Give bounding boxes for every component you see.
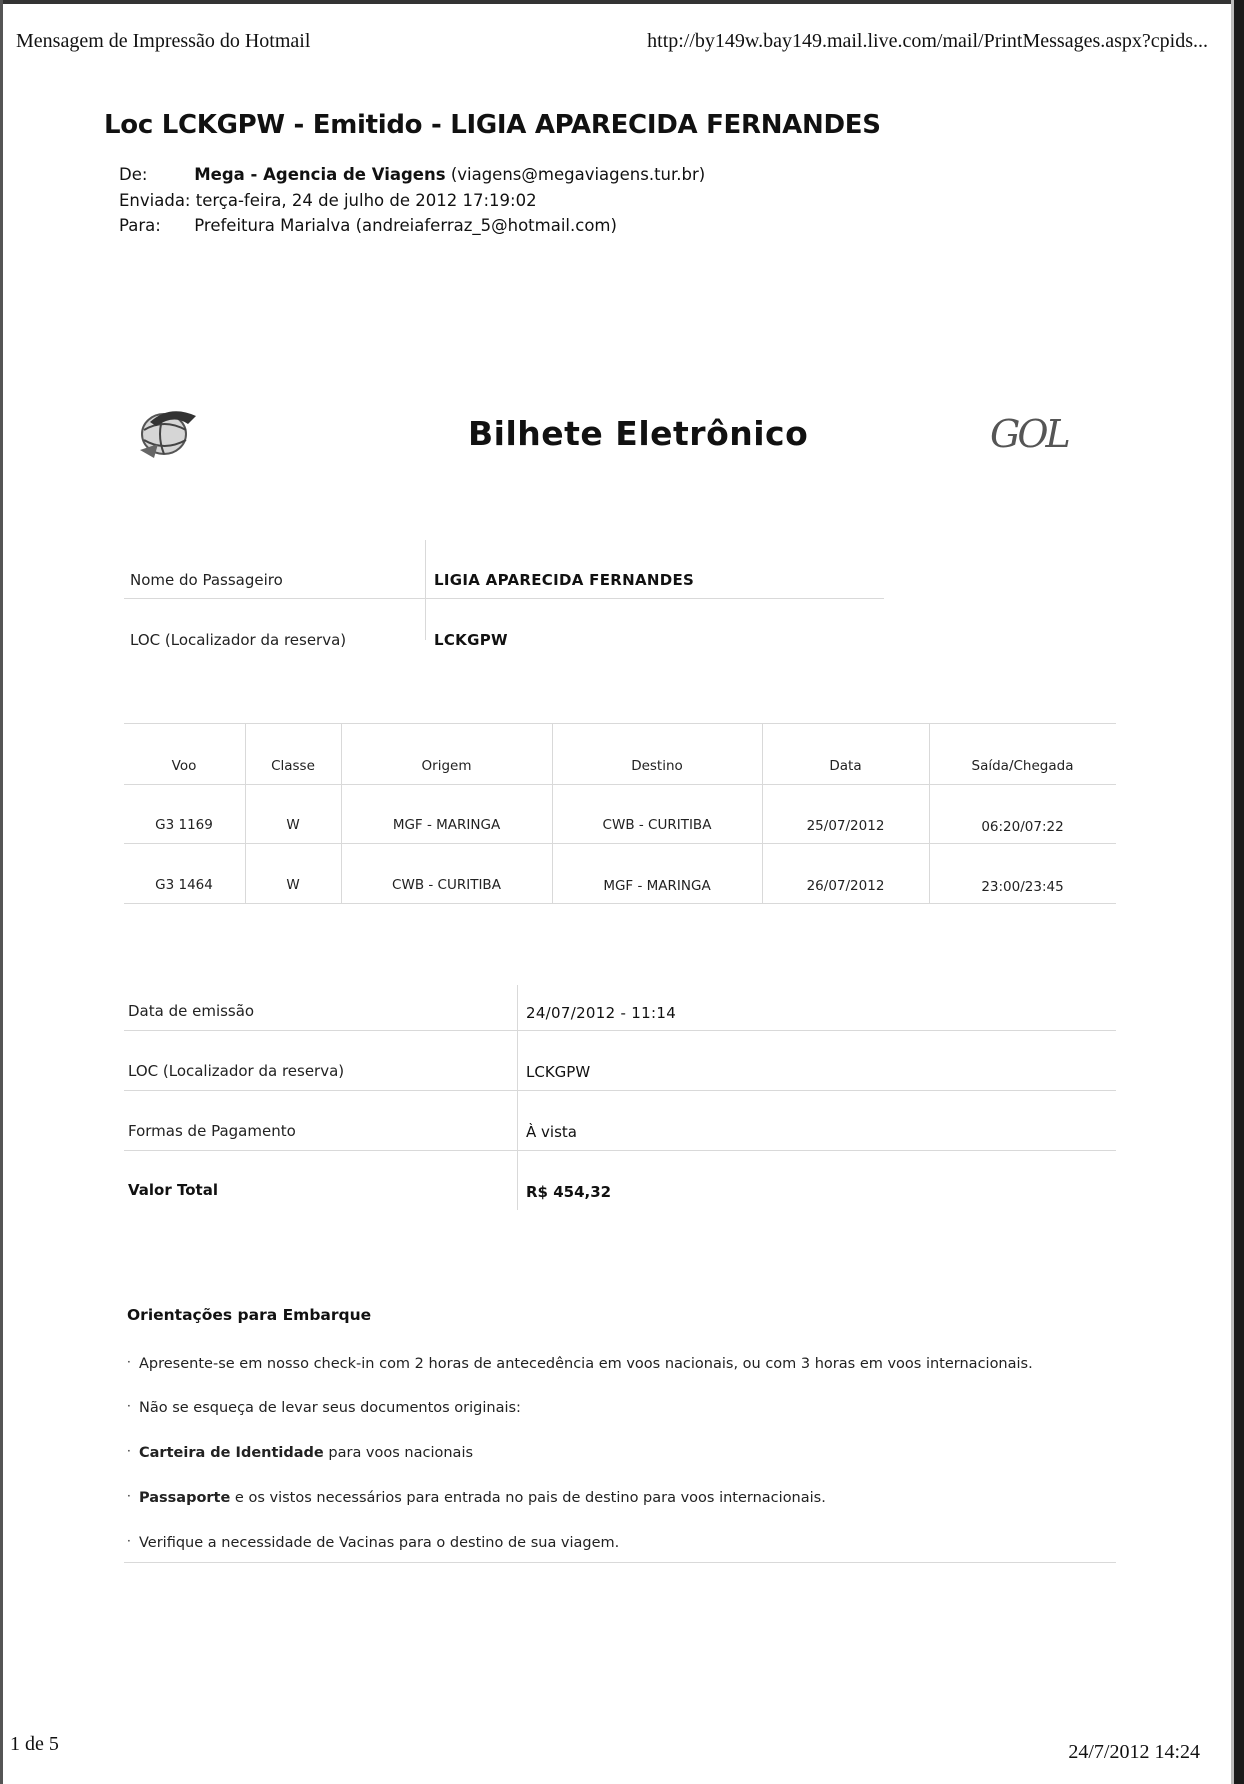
payment-row-line [124,1030,1116,1031]
print-footer-datetime: 24/7/2012 14:24 [1068,1741,1200,1763]
boarding-item-text: Não se esqueça de levar seus documentos originais: [139,1400,521,1416]
gol-airline-logo: GOL [990,412,1068,456]
boarding-item-text: Verifique a necessidade de Vacinas para o destino de sua viagem. [139,1535,620,1551]
payment-forms-value: À vista [526,1123,577,1141]
boarding-item-text: Apresente-se em nosso check-in com 2 horas de antecedência em voos nacionais, ou com 3 horas em voos internacionais. [139,1356,1033,1372]
flights-col-divider [762,723,763,903]
flight-times: 06:20/07:22 [981,819,1064,835]
issue-date-label: Data de emissão [128,1002,255,1020]
page-edge [1234,0,1244,1784]
bullet-dot: · [127,1489,131,1503]
flights-col-divider [552,723,553,903]
col-header-voo: Voo [171,758,197,774]
col-header-origem: Origem [421,758,472,774]
flight-number: G3 1169 [155,817,213,833]
page-top-edge [0,0,1244,4]
boarding-item-bold: Passaporte [139,1490,231,1506]
bullet-dot: · [127,1399,131,1413]
total-value-label: Valor Total [128,1181,218,1199]
flights-col-divider [341,723,342,903]
list-item [127,1489,826,1506]
flights-col-divider [929,723,930,903]
flights-header-line [124,784,1116,785]
payment-loc-label: LOC (Localizador da reserva) [128,1062,345,1080]
email-from-name: Mega - Agencia de Viagens [194,165,446,184]
boarding-item-bold: Carteira de Identidade [139,1445,324,1461]
boarding-bottom-line [124,1562,1116,1563]
flight-date: 25/07/2012 [806,818,885,834]
list-item [127,1444,473,1461]
list-item [127,1355,1033,1372]
passenger-divider [425,540,426,640]
payment-row-line [124,1090,1116,1091]
bullet-dot: · [127,1444,131,1458]
payment-loc-value: LCKGPW [526,1063,591,1081]
page-left-edge [0,0,3,1784]
col-header-saida-chegada: Saída/Chegada [971,758,1074,774]
bullet-dot: · [127,1355,131,1369]
agency-globe-logo [130,400,204,462]
print-footer-page: 1 de 5 [10,1733,59,1755]
col-header-classe: Classe [271,758,315,774]
flight-class: W [286,817,300,833]
bullet-dot: · [127,1534,131,1548]
passenger-row-line [124,598,884,599]
flights-table-top-line [124,723,1116,724]
flight-number: G3 1464 [155,877,213,893]
boarding-item-text: e os vistos necessários para entrada no pais de destino para voos internacionais. [230,1490,826,1506]
list-item [127,1399,521,1416]
email-sent-row [119,191,537,210]
email-from-row [119,165,705,184]
flight-origin: CWB - CURITIBA [392,877,501,893]
flight-date: 26/07/2012 [806,878,885,894]
email-subject: Loc LCKGPW - Emitido - LIGIA APARECIDA FERNANDES [104,110,881,140]
email-from-label: De: [119,165,148,184]
flight-class: W [286,877,300,893]
email-to-row [119,216,617,235]
print-header-url: http://by149w.bay149.mail.live.com/mail/PrintMessages.aspx?cpids... [647,30,1208,52]
email-sent-label: Enviada: [119,191,191,210]
col-header-data: Data [829,758,862,774]
flight-destination: MGF - MARINGA [603,878,711,894]
flight-times: 23:00/23:45 [981,879,1064,895]
flight-origin: MGF - MARINGA [392,817,501,833]
boarding-item-text: para voos nacionais [323,1445,474,1461]
passenger-label: Nome do Passageiro [130,571,283,589]
flights-col-divider [245,723,246,903]
boarding-section-title: Orientações para Embarque [127,1306,372,1324]
flights-table-bottom-line [124,903,1116,904]
email-to-value: Prefeitura Marialva (andreiaferraz_5@hotmail.com) [194,216,617,235]
issue-date-value: 24/07/2012 - 11:14 [526,1004,677,1022]
email-to-label: Para: [119,216,161,235]
payment-divider [517,985,518,1210]
payment-forms-label: Formas de Pagamento [128,1122,296,1140]
email-from-address: (viagens@megaviagens.tur.br) [450,165,706,184]
email-sent-value: terça-feira, 24 de julho de 2012 17:19:02 [195,191,537,210]
loc-value: LCKGPW [434,631,508,649]
ticket-title: Bilhete Eletrônico [468,414,809,453]
payment-row-line [124,1150,1116,1151]
passenger-value: LIGIA APARECIDA FERNANDES [434,571,695,589]
total-value-amount: R$ 454,32 [526,1183,612,1201]
flights-row-line [124,843,1116,844]
print-header-title: Mensagem de Impressão do Hotmail [16,30,311,52]
loc-label: LOC (Localizador da reserva) [130,631,347,649]
list-item [127,1534,619,1551]
flight-destination: CWB - CURITIBA [602,817,712,833]
col-header-destino: Destino [631,758,683,774]
